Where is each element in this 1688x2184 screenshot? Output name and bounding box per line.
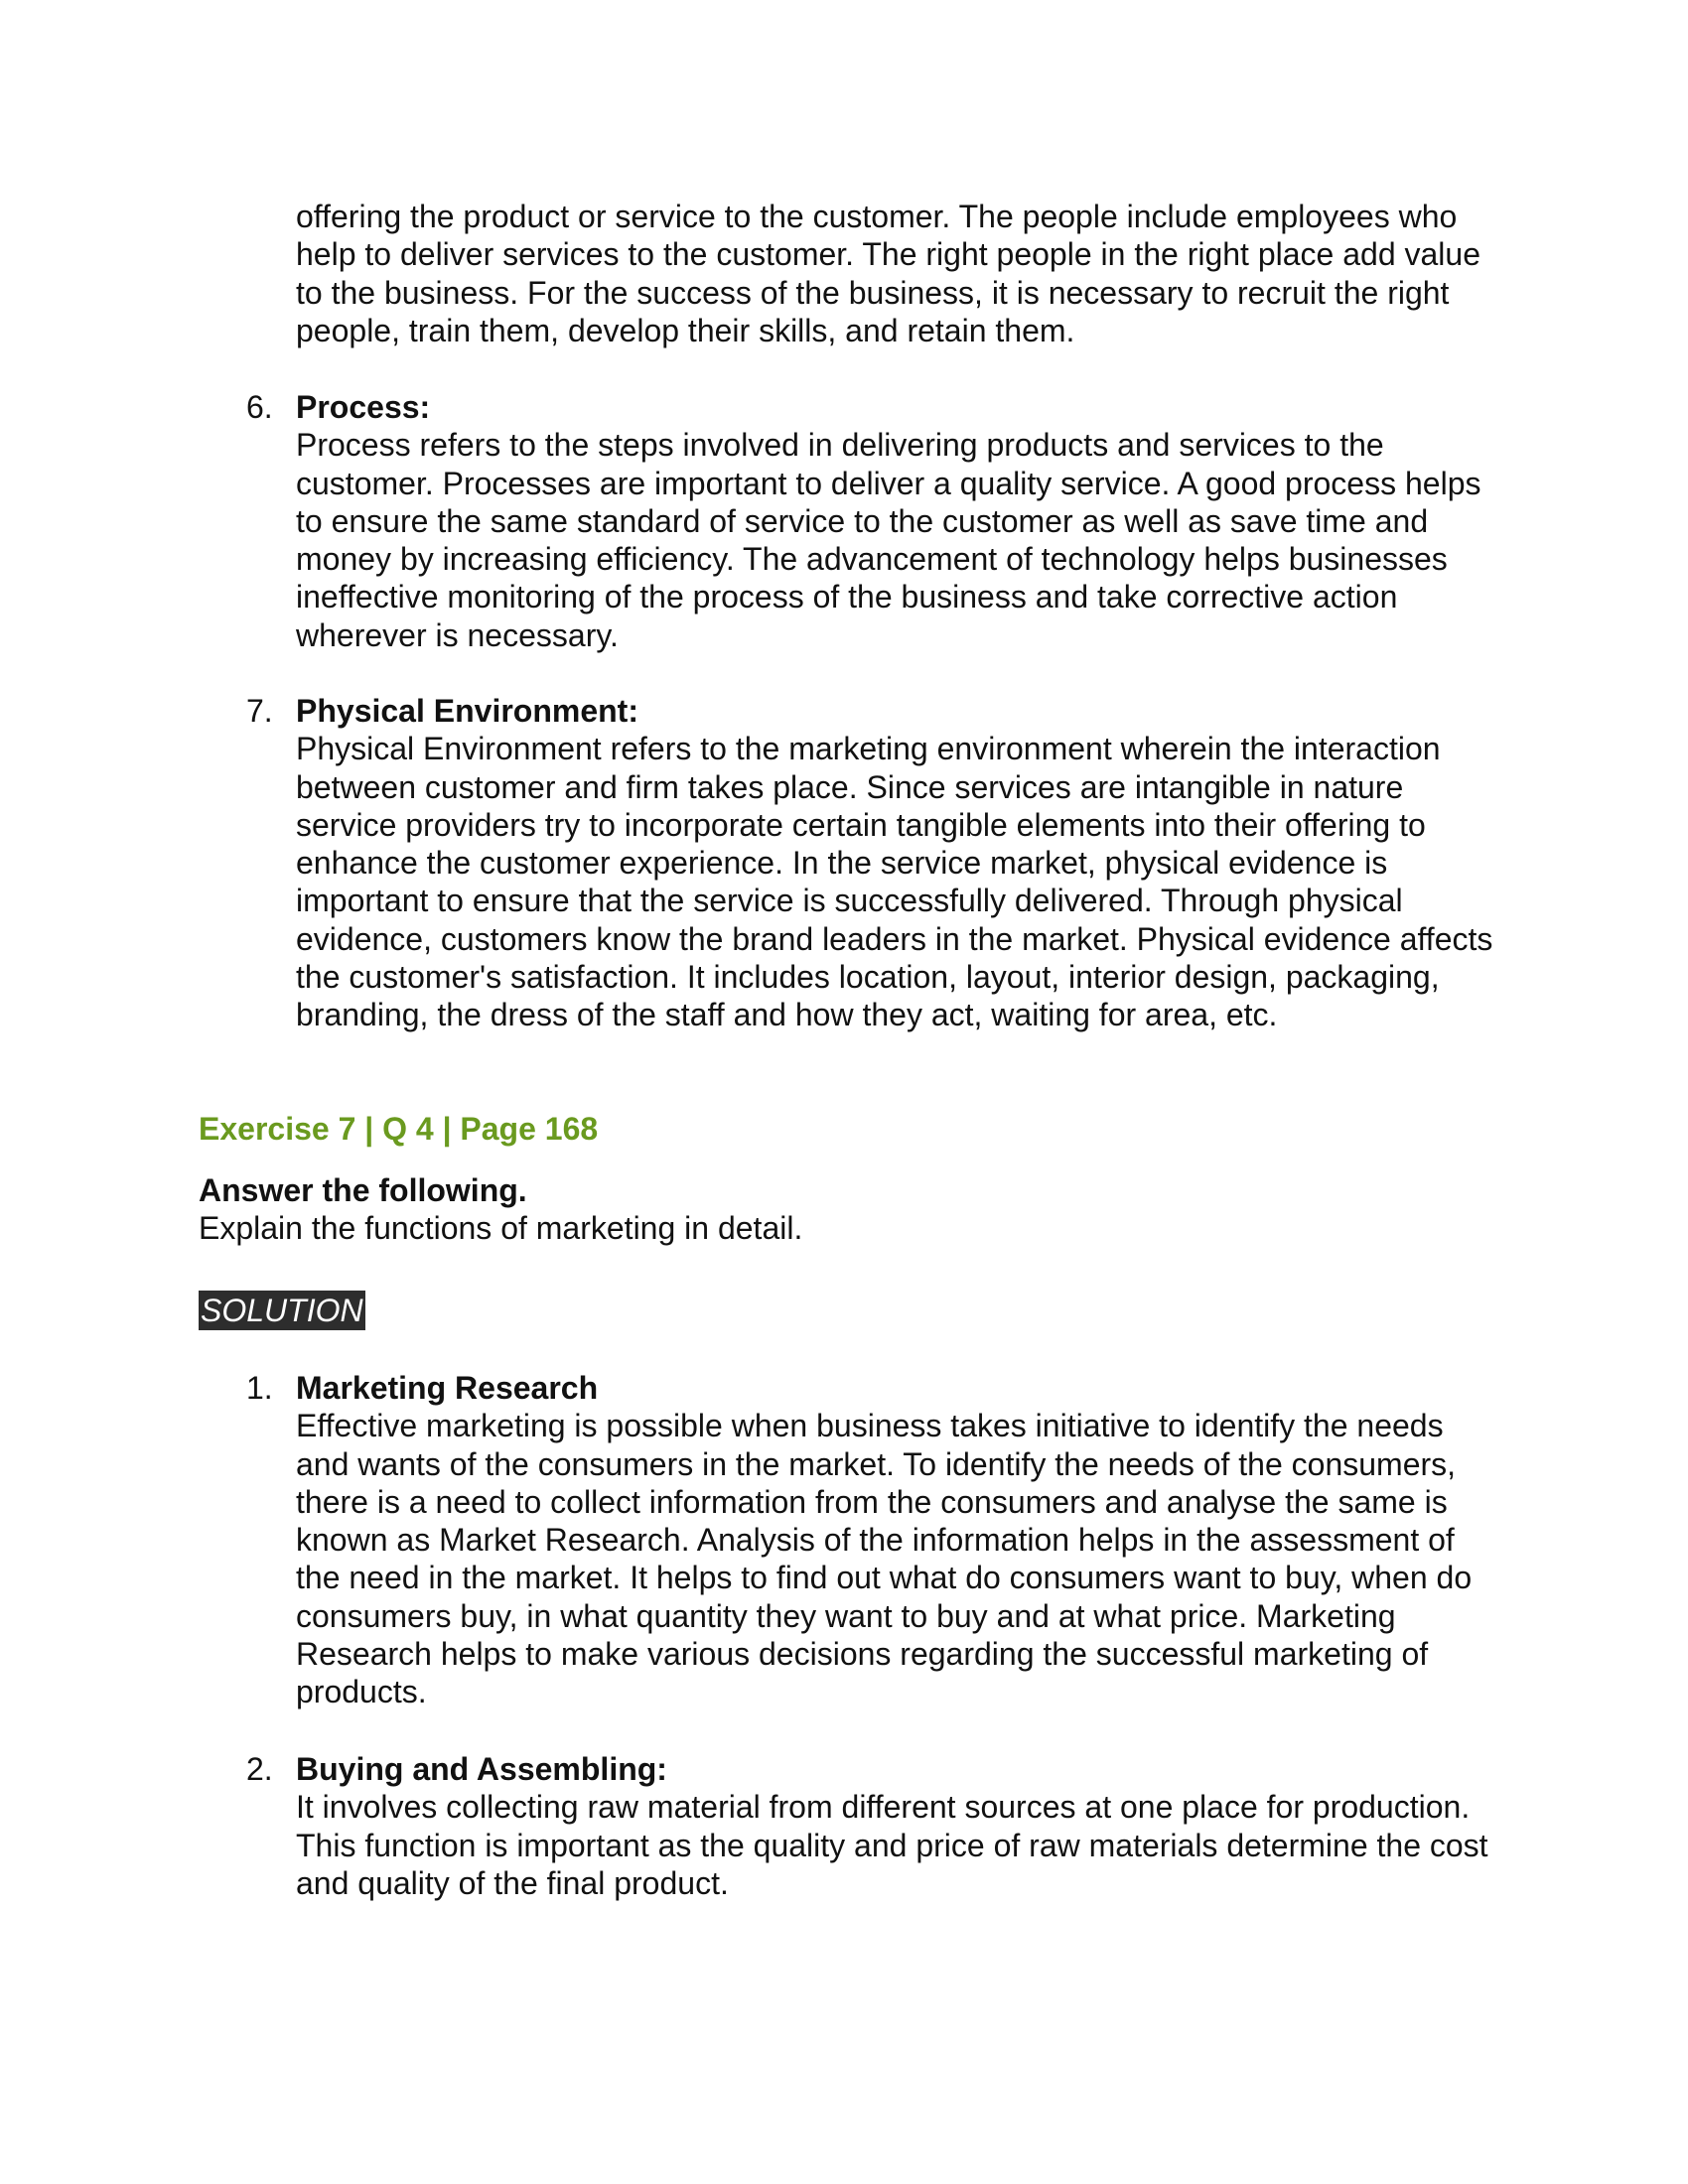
list-item-title: Physical Environment: bbox=[296, 693, 638, 729]
list-item-body: Physical Environment refers to the marketing environment wherein the interaction between customer and firm takes place. Since services are intangible in nature service providers try to incorporate certain tangible elements into their offering to enhance the customer experience. In the service market, physical evidence is important to ensure that the service is successfully delivered. Through physical evidence, customers know the brand leaders in the market. Physical evidence affects the customer's satisfaction. It includes location, layout, interior design, packaging, branding, the dress of the staff and how they act, waiting for area, etc. bbox=[296, 731, 1493, 1033]
list-item-number: 7. bbox=[246, 693, 273, 729]
list-item-body: Process refers to the steps involved in delivering products and services to the customer. Processes are important to deliver a quality service. A good process helps to ensure the same standard of service to the customer as well as save time and money by increasing efficiency. The advancement of technology helps businesses ineffective monitoring of the process of the business and take corrective action wherever is necessary. bbox=[296, 427, 1481, 653]
list-item-body: Effective marketing is possible when business takes initiative to identify the needs and wants of the consumers in the market. To identify the needs of the consumers, there is a need to collect information from the consumers and analyse the same is known as Market Research. Analysis of the information helps in the assessment of the need in the market. It helps to find out what do consumers want to buy, when do consumers buy, in what quantity they want to buy and at what price. Marketing Research helps to make various decisions regarding the successful marketing of products. bbox=[296, 1408, 1473, 1710]
list-item-title: Process: bbox=[296, 389, 431, 425]
list-item-title: Marketing Research bbox=[296, 1370, 599, 1406]
list-item-title: Buying and Assembling: bbox=[296, 1751, 667, 1787]
question-text: Explain the functions of marketing in detail. bbox=[199, 1210, 803, 1246]
intro-paragraph: offering the product or service to the customer. The people include employees who help to deliver services to the customer. The right people in the right place add value to the business. For the success of the business, it is necessary to recruit the right people, train them, develop their skills, and retain them. bbox=[296, 199, 1480, 348]
list-item-number: 1. bbox=[246, 1370, 273, 1406]
list-item-number: 6. bbox=[246, 389, 273, 425]
list-item-number: 2. bbox=[246, 1751, 273, 1787]
list-item-body: It involves collecting raw material from different sources at one place for production. This function is important as the quality and price of raw materials determine the cost and quality of the final product. bbox=[296, 1789, 1488, 1901]
solution-label: SOLUTION bbox=[201, 1293, 363, 1328]
exercise-heading: Exercise 7 | Q 4 | Page 168 bbox=[199, 1111, 599, 1147]
answer-heading: Answer the following. bbox=[199, 1172, 527, 1208]
